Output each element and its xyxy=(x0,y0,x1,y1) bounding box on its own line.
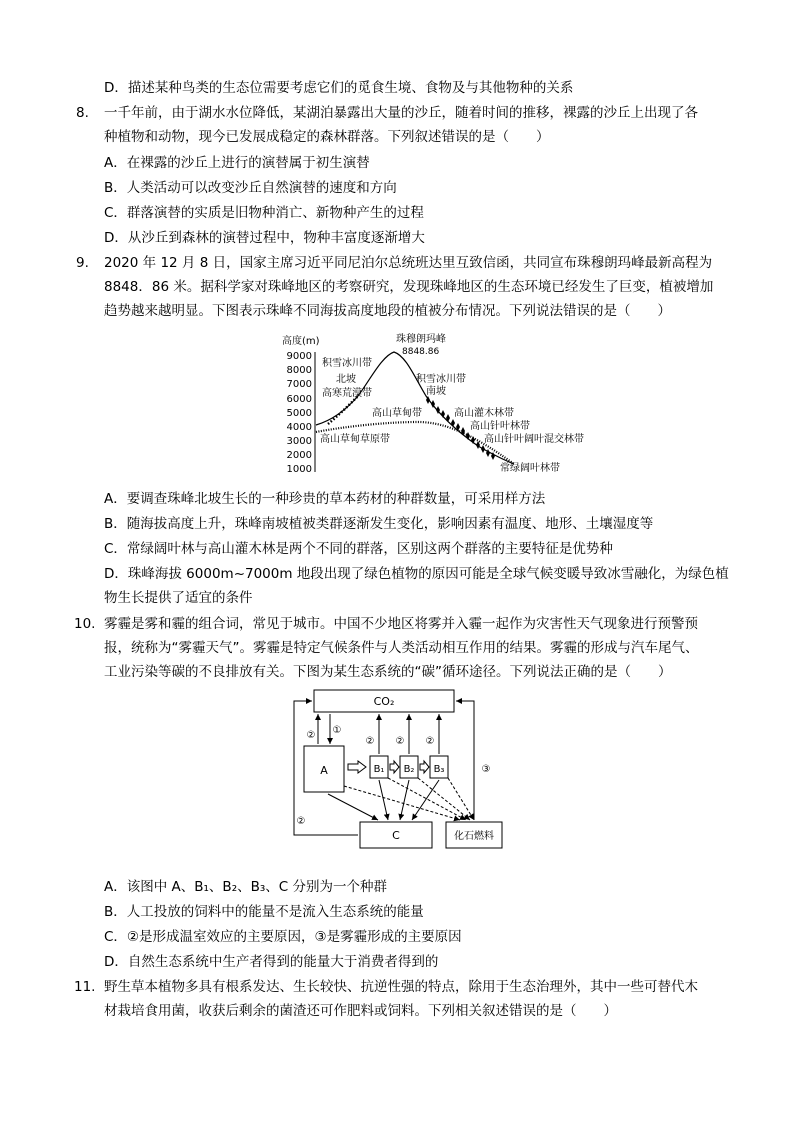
y-tick: 9000 xyxy=(286,351,312,362)
marker-2-c: ② xyxy=(296,816,306,827)
evergreen-label: 常绿阔叶林带 xyxy=(500,463,560,474)
q9-option-d-line2: 物生长提供了适宜的条件 xyxy=(104,590,253,606)
q11-stem-line2: 材栽培食用菌，收获后剩余的菌渣还可作肥料或饲料。下列相关叙述错误的是（ ） xyxy=(104,1003,617,1019)
q9-stem-line2: 8848．86 米。据科学家对珠峰地区的考察研究，发现珠峰地区的生态环境已经发生了巨变，植被增加 xyxy=(104,279,714,295)
y-tick: 7000 xyxy=(286,379,312,390)
y-tick: 5000 xyxy=(286,408,312,419)
alpine-shrub-label: 高山灌木林带 xyxy=(454,408,514,419)
q10-stem-line3: 工业污染等碳的不良排放有关。下图为某生态系统的“碳”循环途径。下列说法正确的是（ ） xyxy=(104,664,672,680)
decomposer-c-label: C xyxy=(392,829,400,842)
north-snow-label: 积雪冰川带 xyxy=(322,358,372,369)
q8-option-c: C．群落演替的实质是旧物种消亡、新物种产生的过程 xyxy=(104,205,424,221)
south-slope-label: 南坡 xyxy=(426,386,446,397)
marker-2-b1: ② xyxy=(365,736,375,747)
b2-label: B₂ xyxy=(403,764,415,775)
producer-a-label: A xyxy=(320,764,328,777)
q11-stem-line1: 野生草本植物多具有根系发达、生长较快、抗逆性强的特点，除用于生态治理外，其中一些可替代木 xyxy=(104,979,698,995)
y-tick: 8000 xyxy=(286,365,312,376)
q8-stem-line2: 种植物和动物，现今已发展成稳定的森林群落。下列叙述错误的是（ ） xyxy=(104,129,550,145)
north-slope-label: 北坡 xyxy=(336,374,356,385)
q10-option-c: C．②是形成温室效应的主要原因，③是雾霾形成的主要原因 xyxy=(104,929,462,945)
y-axis-title: 高度(m) xyxy=(282,336,320,347)
marker-2-a: ② xyxy=(306,730,316,741)
q10-number: 10. xyxy=(74,616,96,632)
q8-option-d: D．从沙丘到森林的演替过程中，物种丰富度逐渐增大 xyxy=(104,230,425,246)
b1-label: B₁ xyxy=(373,764,385,775)
q8-stem-line1: 一千年前，由于湖水水位降低，某湖泊暴露出大量的沙丘，随着时间的推移，裸露的沙丘上出现了各 xyxy=(104,105,698,121)
fossil-fuel-label: 化石燃料 xyxy=(454,831,494,842)
q8-option-a: A．在裸露的沙丘上进行的演替属于初生演替 xyxy=(104,155,370,171)
q10-option-d: D．自然生态系统中生产者得到的能量大于消费者得到的 xyxy=(104,954,439,970)
q9-stem-line1: 2020 年 12 月 8 日，国家主席习近平同尼泊尔总统班达里互致信函，共同宣布珠穆朗玛峰最新高程为 xyxy=(104,255,713,271)
q8-option-b: B．人类活动可以改变沙丘自然演替的速度和方向 xyxy=(104,180,397,196)
alpine-meadow-label: 高山草甸带 xyxy=(372,408,422,419)
marker-2-b3: ② xyxy=(425,736,435,747)
north-desert-label: 高寒荒漠带 xyxy=(322,388,372,399)
marker-2-b2: ② xyxy=(395,736,405,747)
y-tick: 1000 xyxy=(286,464,312,475)
q10-stem-line1: 雾霾是雾和霾的组合词，常见于城市。中国不少地区将雾并入霾一起作为灾害性天气现象进行预警预 xyxy=(104,616,698,632)
q9-stem-line3: 趋势越来越明显。下图表示珠峰不同海拔高度地段的植被分布情况。下列说法错误的是（ ） xyxy=(104,303,671,319)
q9-number: 9. xyxy=(76,255,89,271)
q10-option-b: B．人工投放的饲料中的能量不是流入生态系统的能量 xyxy=(104,904,424,920)
q11-number: 11. xyxy=(74,979,96,995)
q9-option-a: A．要调查珠峰北坡生长的一种珍贵的草本药材的种群数量，可采用样方法 xyxy=(104,491,546,507)
y-tick: 4000 xyxy=(286,422,312,433)
q8-number: 8. xyxy=(76,105,89,121)
peak-name: 珠穆朗玛峰 xyxy=(396,334,446,345)
q10-stem-line2: 报，统称为“雾霾天气”。雾霾是特定气候条件与人类活动相互作用的结果。雾霾的形成与汽车尾气、 xyxy=(104,640,699,656)
everest-vegetation-figure xyxy=(278,330,608,480)
q9-option-d-line1: D．珠峰海拔 6000m~7000m 地段出现了绿色植物的原因可能是全球气候变暖导致冰雪融化，为绿色植 xyxy=(104,566,729,582)
south-snow-label: 积雪冰川带 xyxy=(416,374,466,385)
conifer-label: 高山针叶林带 xyxy=(470,421,530,432)
q7-option-d: D．描述某种鸟类的生态位需要考虑它们的觅食生境、食物及与其他物种的关系 xyxy=(104,80,574,96)
carbon-cycle-figure xyxy=(288,686,508,851)
q9-option-c: C．常绿阔叶林与高山灌木林是两个不同的群落，区别这两个群落的主要特征是优势种 xyxy=(104,541,613,557)
marker-1: ① xyxy=(332,725,342,736)
y-tick: 6000 xyxy=(286,394,312,405)
q10-option-a: A．该图中 A、B₁、B₂、B₃、C 分别为一个种群 xyxy=(104,879,387,895)
co2-label: CO₂ xyxy=(373,695,395,708)
b3-label: B₃ xyxy=(433,764,445,775)
y-tick: 2000 xyxy=(286,450,312,461)
meadow-steppe-label: 高山草甸草原带 xyxy=(320,434,390,445)
marker-3: ③ xyxy=(481,764,491,775)
peak-height: 8848.86 xyxy=(402,347,440,357)
mixed-forest-label: 高山针叶阔叶混交林带 xyxy=(484,434,584,445)
q9-option-b: B．随海拔高度上升，珠峰南坡植被类群逐渐发生变化，影响因素有温度、地形、土壤湿度等 xyxy=(104,516,654,532)
y-tick: 3000 xyxy=(286,436,312,447)
